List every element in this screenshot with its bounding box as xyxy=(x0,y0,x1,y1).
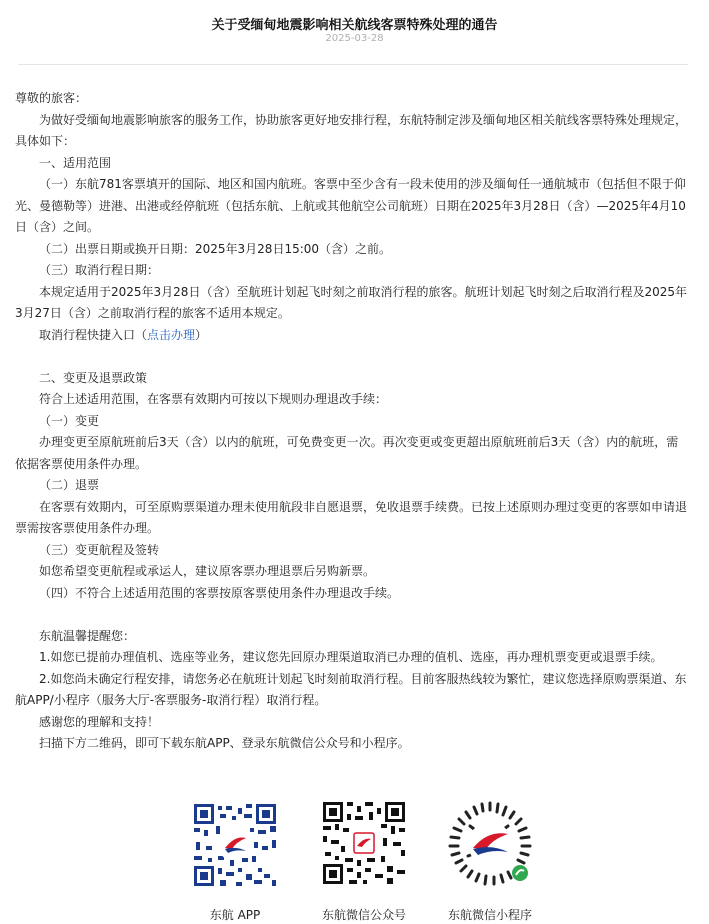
refund-text: 在客票有效期内，可至原购票渠道办理未使用航段非自愿退票，免收退票手续费。已按上述原则办理过变更的客票如申请退票需按客票使用条件办理。 xyxy=(15,499,688,535)
tips-title: 东航温馨提醒您： xyxy=(39,628,136,643)
wechat-account-qr-label: 东航微信公众号 xyxy=(321,908,406,922)
intro-paragraph: 为做好受缅甸地震影响旅客的服务工作，协助旅客更好地安排行程，东航特制定涉及缅甸地区相关航线客票特殊处理规定，具体如下： xyxy=(15,112,688,148)
mini-program-code[interactable] xyxy=(446,800,534,888)
section-1-item-1: （一）东航781客票填开的国际、地区和国内航班。客票中至少含有一段未使用的涉及缅甸任一通航城市（包括但不限于仰光、曼德勒等）进港、出港或经停航班（包括东航、上航或其他航空公司航班）日期在2025年3月28日（含）—2025年4月10日（含）之间。 xyxy=(15,177,686,234)
change-title: （一）变更 xyxy=(39,413,100,428)
cancel-shortcut-suffix: ） xyxy=(195,327,208,342)
app-qr-code[interactable] xyxy=(192,802,278,888)
change-text: 办理变更至原航班前后3天（含）以内的航班，可免费变更一次。再次变更或变更超出原航班前后3天（含）内的航班，需依据客票使用条件办理。 xyxy=(15,435,679,471)
section-1-item-3: （三）取消行程日期： xyxy=(39,263,160,277)
cancel-shortcut-line xyxy=(15,325,687,347)
section-1-rule: 本规定适用于2025年3月28日（含）至航班计划起飞时刻之前取消行程的旅客。航班计划起飞时刻之后取消行程及2025年3月27日（含）之前取消行程的旅客不适用本规定。 xyxy=(15,284,687,320)
section-1-title: 一、适用范围 xyxy=(39,155,112,170)
section-1-item-2: （二）出票日期或换开日期：2025年3月28日15:00（含）之前。 xyxy=(39,241,392,256)
section-2-intro: 符合上述适用范围，在客票有效期内可按以下规则办理退改手续： xyxy=(39,392,388,406)
scan-instruction: 扫描下方二维码，即可下载东航APP、登录东航微信公众号和小程序。 xyxy=(39,736,410,750)
publish-date: 2025-03-28 xyxy=(325,33,384,44)
spacer xyxy=(15,346,687,368)
other-rule-text: （四）不符合上述适用范围的客票按原客票使用条件办理退改手续。 xyxy=(39,585,400,600)
greeting: 尊敬的旅客： xyxy=(15,91,88,105)
cancel-shortcut-prefix: 取消行程快捷入口（ xyxy=(39,327,148,342)
reroute-title: （三）变更航程及签转 xyxy=(39,542,160,557)
divider xyxy=(18,64,688,65)
spacer xyxy=(15,604,687,626)
qr-code-row xyxy=(0,796,709,924)
page-title: 关于受缅甸地震影响相关航线客票特殊处理的通告 xyxy=(211,18,498,33)
tip-2: 2.如您尚未确定行程安排，请您务必在航班计划起飞时刻前取消行程。目前客服热线较为繁忙，建议您选择原购票渠道、东航APP/小程序（服务大厅-客票服务-取消行程）取消行程。 xyxy=(15,671,687,707)
refund-title: （二）退票 xyxy=(39,478,100,492)
app-qr-label: 东航 APP xyxy=(209,908,261,922)
section-2-title: 二、变更及退票政策 xyxy=(39,370,148,385)
wechat-account-qr-code[interactable] xyxy=(321,800,407,886)
cancel-trip-link[interactable]: 点击办理 xyxy=(147,327,196,342)
mini-program-qr-label: 东航微信小程序 xyxy=(447,908,532,922)
tip-1: 1.如您已提前办理值机、选座等业务，建议您先回原办理渠道取消已办理的值机、选座，再办理机票变更或退票手续。 xyxy=(39,650,663,664)
reroute-text: 如您希望变更航程或承运人，建议原客票办理退票后另购新票。 xyxy=(39,564,376,578)
thanks-text: 感谢您的理解和支持！ xyxy=(39,714,160,729)
notice-body xyxy=(15,88,687,755)
